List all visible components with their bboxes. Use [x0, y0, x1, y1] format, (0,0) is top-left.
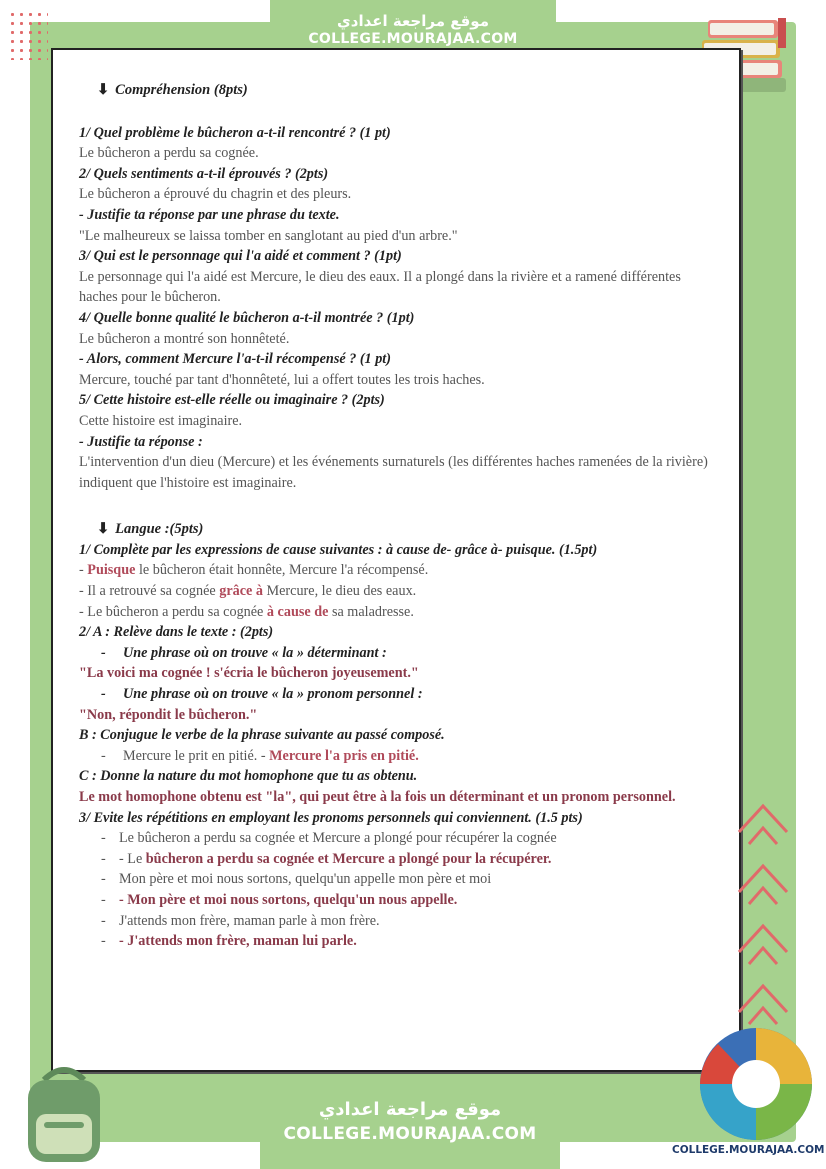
list-item: - - Mon père et moi nous sortons, quelqu'un nous appelle.: [101, 891, 458, 908]
answer: - Puisque le bûcheron était honnête, Mercure l'a récompensé.: [79, 562, 429, 579]
footer-banner[interactable]: [260, 1082, 560, 1169]
answer: "Le malheureux se laissa tomber en sanglotant au pied d'un arbre.": [79, 227, 458, 244]
question: - Une phrase où on trouve « la » déterminant :: [101, 644, 387, 661]
section-comprehension: [97, 80, 719, 101]
answer: Cette histoire est imaginaire.: [79, 412, 243, 429]
answer: Le bûcheron a perdu sa cognée.: [79, 145, 259, 162]
backpack-icon: [14, 1060, 114, 1165]
answer: "La voici ma cognée ! s'écria le bûcheron joyeusement.": [79, 665, 419, 682]
question: 4/ Quelle bonne qualité le bûcheron a-t-il montrée ? (1pt): [79, 309, 415, 326]
answer: - Il a retrouvé sa cognée grâce à Mercure, le dieu des eaux.: [79, 583, 417, 600]
question: 2/ A : Relève dans le texte : (2pts): [79, 624, 274, 641]
chevron-up-icon: [735, 792, 791, 850]
header-site-arabic: موقع مراجعة اعدادي: [337, 12, 489, 30]
question: 2/ Quels sentiments a-t-il éprouvés ? (2pts): [79, 165, 329, 182]
list-item: - Le bûcheron a perdu sa cognée et Mercure a plongé pour récupérer la cognée: [101, 830, 557, 847]
answer: Le bûcheron a éprouvé du chagrin et des pleurs.: [79, 186, 352, 203]
question: - Une phrase où on trouve « la » pronom personnel :: [101, 686, 423, 703]
section-title: Langue :(5pts): [115, 521, 204, 538]
list-item: - - Le bûcheron a perdu sa cognée et Mercure a plongé pour la récupérer.: [101, 850, 552, 867]
footer-site-arabic: موقع مراجعة اعدادي: [318, 1099, 502, 1120]
answer: "Non, répondit le bûcheron.": [79, 706, 258, 723]
question: B : Conjugue le verbe de la phrase suivante au passé composé.: [79, 727, 445, 744]
answer: Le bûcheron a montré son honnêteté.: [79, 330, 290, 347]
list-item: - J'attends mon frère, maman parle à mon frère.: [101, 912, 380, 929]
list-item: - - J'attends mon frère, maman lui parle.: [101, 933, 357, 950]
decorative-dots: [8, 10, 48, 60]
question: C : Donne la nature du mot homophone que tu as obtenu.: [79, 768, 418, 785]
education-wheel-icon: [694, 1024, 818, 1144]
answer: - Le bûcheron a perdu sa cognée à cause de sa maladresse.: [79, 603, 414, 620]
question: - Alors, comment Mercure l'a-t-il récompensé ? (1 pt): [79, 351, 391, 368]
document-content: [79, 80, 719, 952]
question: - Justifie ta réponse :: [79, 433, 203, 450]
answer: - Mercure le prit en pitié. - Mercure l'a pris en pitié.: [101, 747, 419, 764]
question: 5/ Cette histoire est-elle réelle ou imaginaire ? (2pts): [79, 392, 385, 409]
chevron-up-icon: [735, 852, 791, 910]
section-title: Compréhension (8pts): [115, 82, 248, 98]
down-arrow-icon: ⬇: [97, 82, 110, 98]
question: - Justifie ta réponse par une phrase du texte.: [79, 206, 340, 223]
answer: L'intervention d'un dieu (Mercure) et les événements surnaturels (les différentes haches ramenées de la rivière) indiquent que l'histoire est imaginaire.: [79, 454, 708, 491]
down-arrow-icon: ⬇: [97, 521, 110, 538]
document-page: [51, 48, 741, 1072]
question: 1/ Complète par les expressions de cause suivantes : à cause de- grâce à- puisque. (1.5pt): [79, 541, 598, 558]
brand-url: COLLEGE.MOURAJAA.COM: [672, 1144, 825, 1156]
answer: Le mot homophone obtenu est "la", qui peut être à la fois un déterminant et un pronom personnel.: [79, 789, 676, 805]
footer-site-url: COLLEGE.MOURAJAA.COM: [283, 1124, 537, 1144]
question: 3/ Qui est le personnage qui l'a aidé et comment ? (1pt): [79, 248, 402, 265]
answer: Le personnage qui l'a aidé est Mercure, le dieu des eaux. Il a plongé dans la rivière et a ramené différentes haches pour le bûcheron.: [79, 268, 681, 306]
list-item: - Mon père et moi nous sortons, quelqu'un appelle mon père et moi: [101, 871, 492, 888]
header-site-url: COLLEGE.MOURAJAA.COM: [308, 31, 518, 47]
chevron-up-icon: [735, 972, 791, 1030]
question: 1/ Quel problème le bûcheron a-t-il rencontré ? (1 pt): [79, 124, 391, 141]
section-langue: [97, 519, 719, 540]
answer: Mercure, touché par tant d'honnêteté, lui a offert toutes les trois haches.: [79, 371, 485, 388]
question: 3/ Evite les répétitions en employant les pronoms personnels qui conviennent. (1.5 pts): [79, 809, 583, 826]
chevron-up-icon: [735, 912, 791, 970]
